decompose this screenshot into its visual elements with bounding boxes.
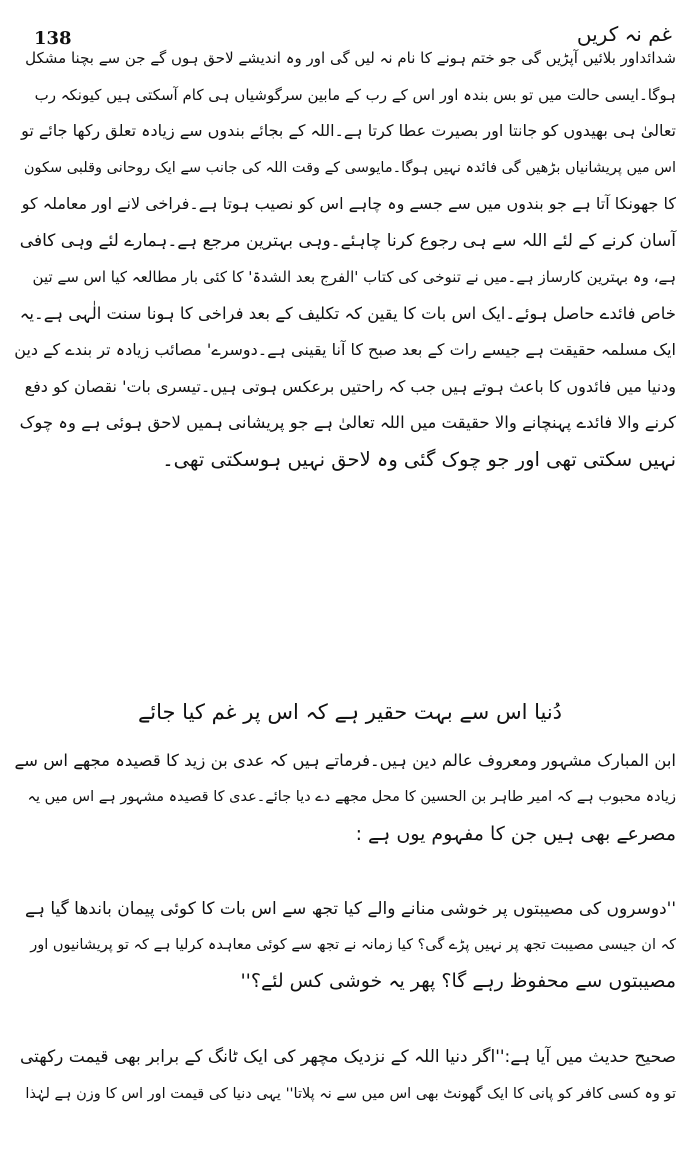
text-line: مصیبتوں سے محفوظ رہے گا؟ پھر یہ خوشی کس لئے؟'' bbox=[240, 970, 676, 992]
text-line: تعالیٰ ہی بھیدوں کو جانتا اور بصیرت عطا کرتا ہے۔اللہ کے بجائے بندوں سے زیادہ تعلق رکھا جائے تو bbox=[21, 121, 676, 140]
text-line: ''دوسروں کی مصیبتوں پر خوشی منانے والے کیا تجھ سے اس بات کا کوئی پیمان باندھا گیا ہے bbox=[25, 899, 676, 919]
text-line: ہوگا۔ایسی حالت میں تو بس بندہ اور اس کے رب کے مابین سرگوشیاں ہی کام آسکتی ہیں کیونکہ رب bbox=[34, 85, 676, 104]
running-title: غم نہ کریں bbox=[576, 22, 672, 46]
text-line: مصرعے بھی ہیں جن کا مفہوم یوں ہے : bbox=[355, 823, 676, 845]
text-line: شدائداور بلائیں آپڑیں گی جو ختم ہونے کا نام نہ لیں گی اور وہ اندیشے لاحق ہوں گے جن سے بچنا مشکل bbox=[25, 49, 676, 67]
text-line: ایک مسلمہ حقیقت ہے جیسے رات کے بعد صبح کا آنا یقینی ہے۔دوسرے' مصائب زیادہ تر بندے کے دین bbox=[14, 340, 676, 359]
text-line: ودنیا میں فائدوں کا باعث ہوتے ہیں جب کہ راحتیں برعکس ہوتی ہیں۔تیسری بات' نقصان کو دفع bbox=[24, 376, 676, 396]
paragraph-1 bbox=[14, 40, 676, 478]
text-line: صحیح حدیث میں آیا ہے:''اگر دنیا اللہ کے نزدیک مچھر کی ایک ٹانگ کے برابر بھی قیمت رکھتی bbox=[19, 1047, 676, 1067]
paragraph-hadith bbox=[14, 1039, 676, 1113]
text-line: ابن المبارک مشہور ومعروف عالم دین ہیں۔فرماتے ہیں کہ عدی بن زید کا قصیدہ مجھے اس سے bbox=[14, 751, 676, 770]
text-line: آسان کرنے کے لئے اللہ سے ہی رجوع کرنا چاہئے۔وہی بہترین مرجع ہے۔ہمارے لئے وہی کافی bbox=[19, 230, 676, 251]
page-number: 138 bbox=[34, 28, 72, 49]
text-line: کا جھونکا آتا ہے جو بندوں میں سے جسے وہ چاہے اس کو نصیب ہوتا ہے۔فراخی لانے اور معاملہ کو bbox=[21, 194, 676, 213]
text-line: نہیں سکتی تھی اور جو چوک گئی وہ لاحق نہیں ہوسکتی تھی۔ bbox=[162, 447, 676, 471]
text-line: کرنے والا فائدے پہنچانے والا حقیقت میں اللہ تعالیٰ ہے جو پریشانی ہمیں لاحق ہوئی ہے وہ چوک bbox=[19, 413, 676, 432]
text-line: زیادہ محبوب ہے کہ امیر طاہر بن الحسین کا محل مجھے دے دیا جائے۔عدی کا قصیدہ مشہور ہے اس میں یہ bbox=[27, 789, 676, 805]
text-line: تو وہ کسی کافر کو پانی کا ایک گھونٹ بھی اس میں سے نہ پلاتا'' یہی دنیا کی قیمت اور اس کا وزن ہے لہٰذا bbox=[25, 1086, 676, 1102]
text-line: اس میں پریشانیاں بڑھیں گی فائدہ نہیں ہوگا۔مایوسی کے وقت اللہ کی جانب سے ایک روحانی وقلبی سکون bbox=[23, 159, 676, 176]
text-line: کہ ان جیسی مصیبت تجھ پر نہیں پڑے گی؟ کیا زمانہ نے تجھ سے کوئی معاہدہ کرلیا ہے کہ تو پریشانیوں اور bbox=[30, 937, 676, 953]
text-line: خاص فائدے حاصل ہوئے۔ایک اس بات کا یقین کہ تکلیف کے بعد فراخی کا ہونا سنت الٰہی ہے۔یہ bbox=[19, 303, 676, 323]
quotation bbox=[14, 891, 676, 999]
paragraph-2 bbox=[14, 742, 676, 853]
text-line: ہے، وہ بہترین کارساز ہے۔میں نے تنوخی کی کتاب 'الفرج بعد الشدۃ' کا کئی بار مطالعہ کیا اس سے تین bbox=[32, 268, 676, 286]
section-heading: دُنیا اس سے بہت حقیر ہے کہ اس پر غم کیا جائے bbox=[137, 700, 563, 724]
